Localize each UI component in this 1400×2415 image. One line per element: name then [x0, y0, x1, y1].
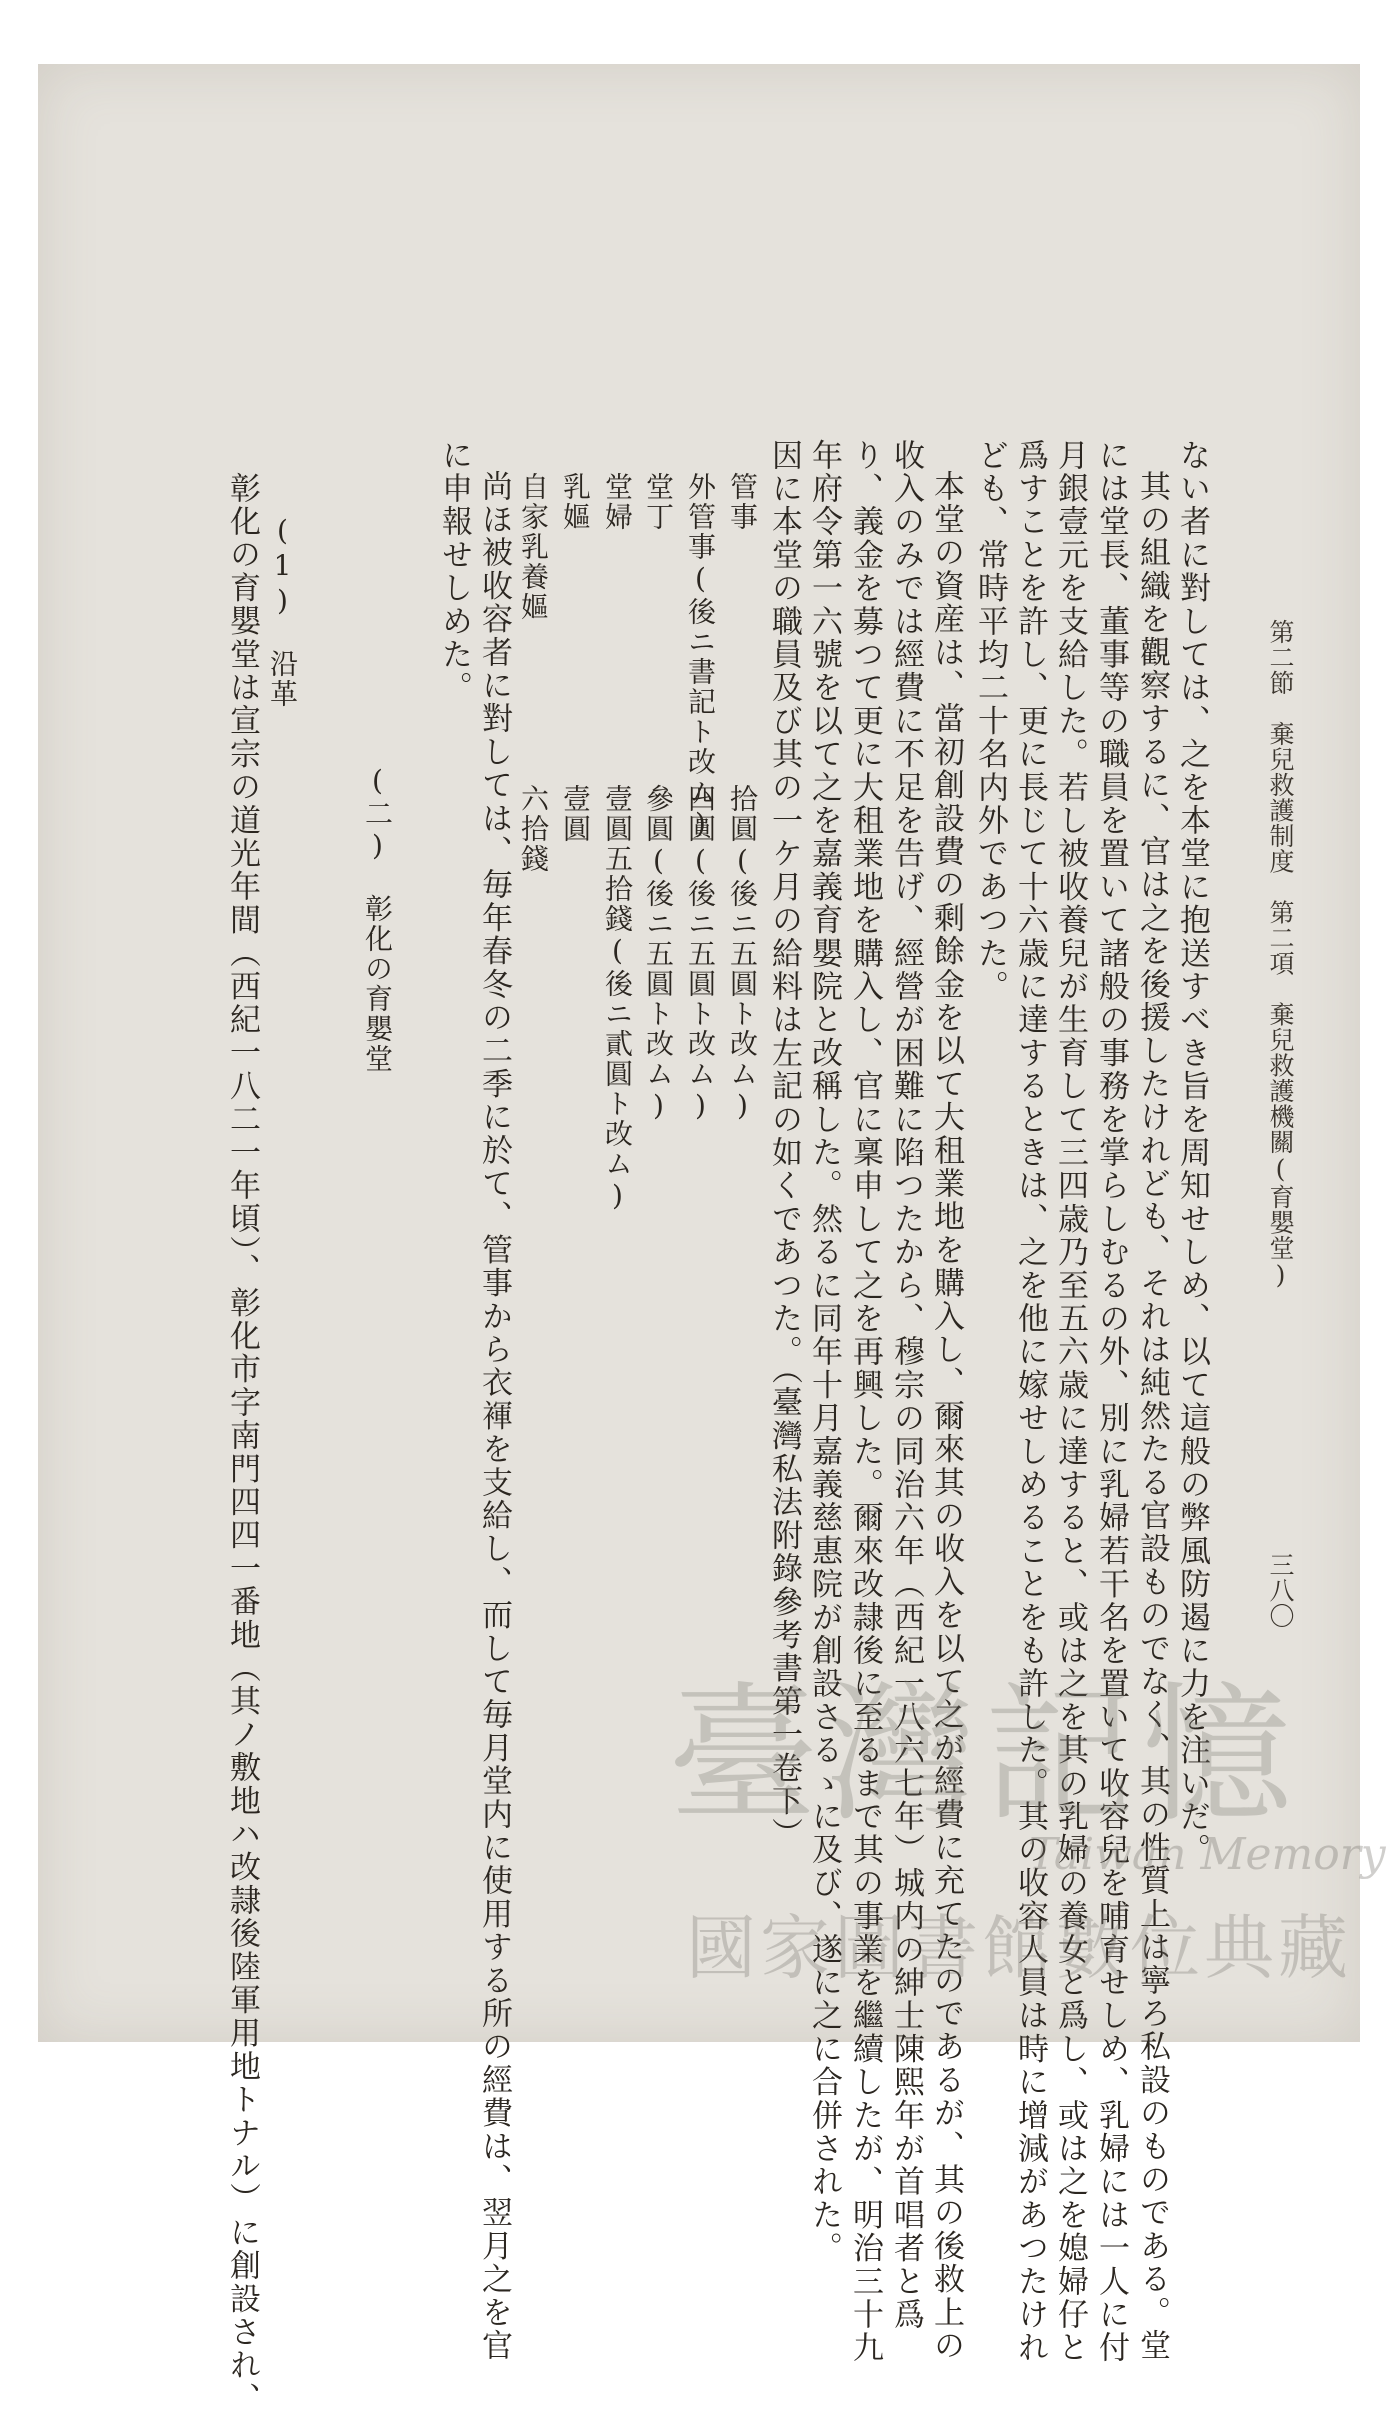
body-line-1: ない者に對しては、之を本堂に抱送すべき旨を周知せしめ、以て這般の弊風防遏に力を注いだ。: [1174, 439, 1210, 1867]
watermark-calligraphy: 臺灣記憶: [668, 1669, 1301, 1843]
watermark-chinese: 國家圖書館數位典藏: [686, 1907, 1352, 1989]
running-head: 第二節 棄兒救護制度 第二項 棄兒救護機關(育嬰堂): [1266, 619, 1295, 1290]
salary-title-5: 乳嫗: [559, 472, 592, 532]
scanned-page: [38, 64, 1386, 2415]
salary-amount-4: 壹圓五拾錢(後ニ貳圓ト改ム): [601, 784, 634, 1214]
body-line-2: 其の組織を觀察するに、官は之を後援したけれども、それは純然たる官設ものでなく、其の性質上は寧ろ私設のものである。堂: [1134, 470, 1170, 2363]
salary-amount-6: 六拾錢: [517, 784, 550, 874]
body-line-5: 爲すことを許し、更に長じて十六歳に達するときは、之を他に嫁せしめることをも許した。其の收容人員は時に增減があつたけれ: [1012, 439, 1048, 2365]
salary-amount-2: 四圓(後ニ五圓ト改ム): [684, 784, 717, 1124]
body-line-10: 年府令第一六號を以て之を嘉義育嬰院と改稱した。然るに同年十月嘉義慈惠院が創設さるゝに及び、遂に之に合併された。: [806, 439, 842, 2265]
section-subheading: (1) 沿革: [266, 514, 299, 709]
body-line-14: 彰化の育嬰堂は宣宗の道光年間（西紀一八二一年頃）、彰化市字南門四四一番地（其ノ敷地ハ改隷後陸軍用地トナル）に創設され、: [224, 472, 260, 2415]
body-line-8: 收入のみでは經費に不足を告げ、經營が困難に陷つたから、穆宗の同治六年（西紀一八六七年）城内の紳士陳熙年が首唱者と爲: [888, 439, 924, 2332]
section-heading: (二) 彰化の育嬰堂: [361, 764, 394, 1074]
salary-title-6: 自家乳養嫗: [517, 472, 550, 622]
body-line-4: 月銀壹元を支給した。若し被收養兒が生育して三四歳乃至五六歳に達すると、或は之を其の乳婦の養女と爲し、或は之を媳婦仔と: [1052, 439, 1088, 2365]
body-line-3: には堂長、董事等の職員を置いて諸般の事務を掌らしむるの外、別に乳婦若干名を置いて收容兒を哺育せしめ、乳婦には一人に付: [1093, 439, 1129, 2365]
body-line-13: に申報せしめた。: [436, 439, 472, 705]
salary-title-4: 堂婦: [601, 472, 634, 532]
body-line-6: ども、常時平均二十名内外であつた。: [972, 439, 1008, 1004]
salary-title-1: 管事: [726, 472, 759, 532]
page-number: 三八〇: [1266, 1552, 1295, 1629]
body-line-9: り、義金を募つて更に大租業地を購入し、官に稟申して之を再興した。爾來改隷後に至るまで其の事業を繼續したが、明治三十九: [847, 439, 883, 2365]
body-line-12: 尚ほ被收容者に對しては、毎年春冬の二季に於て、管事から衣褌を支給し、而して毎月堂内に使用する所の經費は、翌月之を官: [476, 470, 512, 2363]
salary-title-2: 外管事(後ニ書記ト改ム): [684, 472, 717, 842]
body-line-11: 因に本堂の職員及び其の一ケ月の給料は左記の如くであつた。（臺灣私法附錄參考書第一卷下）: [766, 439, 802, 1852]
salary-amount-3: 參圓(後ニ五圓ト改ム): [642, 784, 675, 1124]
salary-title-3: 堂丁: [642, 472, 675, 532]
salary-amount-1: 拾圓(後ニ五圓ト改ム): [726, 784, 759, 1124]
watermark-english: Taiwan Memory: [1028, 1829, 1386, 1880]
salary-amount-5: 壹圓: [559, 784, 592, 844]
body-line-7: 本堂の資産は、當初創設費の剩餘金を以て大租業地を購入し、爾來其の收入を以て之が經費に充てたのであるが、其の後救上の: [928, 470, 964, 2363]
